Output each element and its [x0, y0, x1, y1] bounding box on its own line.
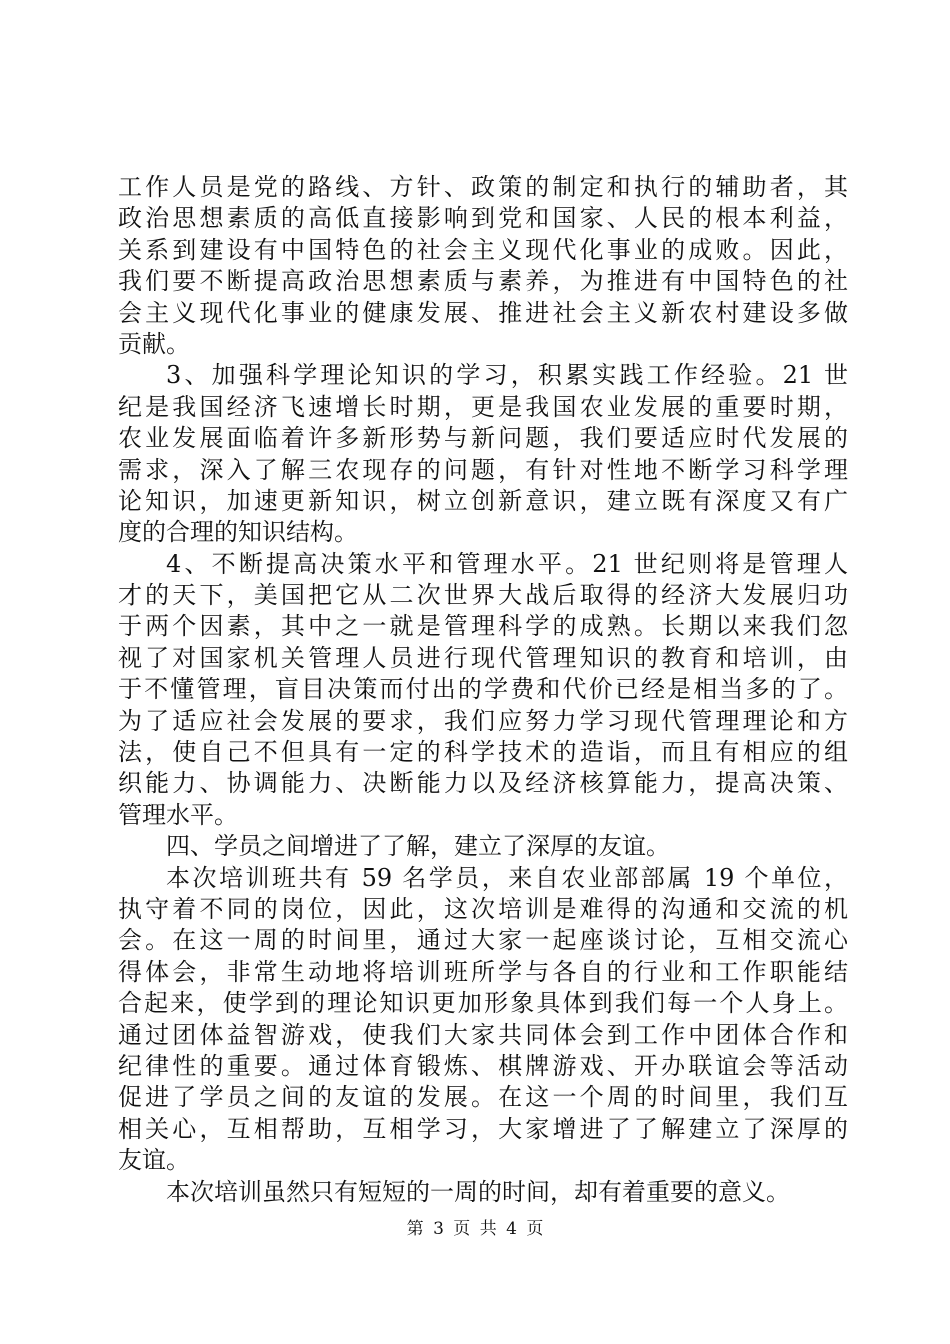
text-line: 关系到建设有中国特色的社会主义现代化事业的成败。因此， — [118, 235, 848, 264]
text-line: 织能力、协调能力、决断能力以及经济核算能力，提高决策、 — [118, 769, 848, 798]
text-line: 会主义现代化事业的健康发展、推进社会主义新农村建设多做 — [118, 298, 848, 327]
paragraph-4-start: 4、不断提高决策水平和管理水平。21 世纪则将是管理人 — [166, 549, 848, 578]
text-line: 相关心，互相帮助，互相学习，大家增进了了解建立了深厚的 — [118, 1114, 848, 1143]
text-line: 于两个因素，其中之一就是管理科学的成熟。长期以来我们忽 — [118, 612, 848, 641]
document-body — [118, 172, 848, 1208]
paragraph-6-start: 本次培训虽然只有短短的一周的时间，却有着重要的意义。 — [166, 1177, 790, 1206]
paragraph-5-start: 本次培训班共有 59 名学员，来自农业部部属 19 个单位， — [166, 863, 848, 892]
text-line: 法，使自己不但具有一定的科学技术的造诣，而且有相应的组 — [118, 738, 848, 767]
text-line: 通过团体益智游戏，使我们大家共同体会到工作中团体合作和 — [118, 1020, 848, 1049]
text-line: 论知识，加速更新知识，树立创新意识，建立既有深度又有广 — [118, 486, 848, 515]
text-line: 为了适应社会发展的要求，我们应努力学习现代管理理论和方 — [118, 706, 848, 735]
text-line: 政治思想素质的高低直接影响到党和国家、人民的根本利益， — [118, 204, 848, 233]
text-line: 合起来，使学到的理论知识更加形象具体到我们每一个人身上。 — [118, 989, 848, 1018]
text-line: 工作人员是党的路线、方针、政策的制定和执行的辅助者，其 — [118, 173, 848, 201]
page-number-footer: 第 3 页 共 4 页 — [406, 1219, 544, 1239]
text-line: 会。在这一周的时间里，通过大家一起座谈讨论，互相交流心 — [118, 926, 848, 955]
text-line: 促进了学员之间的友谊的发展。在这一个周的时间里，我们互 — [118, 1083, 848, 1112]
text-line: 需求，深入了解三农现存的问题，有针对性地不断学习科学理 — [118, 455, 848, 484]
text-line: 纪律性的重要。通过体育锻炼、棋牌游戏、开办联谊会等活动 — [118, 1051, 848, 1080]
text-line: 我们要不断提高政治思想素质与素养，为推进有中国特色的社 — [118, 267, 848, 296]
text-line: 得体会，非常生动地将培训班所学与各自的行业和工作职能结 — [118, 957, 848, 986]
text-line: 才的天下，美国把它从二次世界大战后取得的经济大发展归功 — [118, 581, 848, 610]
text-line: 执守着不同的岗位，因此，这次培训是难得的沟通和交流的机 — [118, 894, 848, 923]
text-line: 贡献。 — [118, 329, 190, 358]
text-line: 于不懂管理，盲目决策而付出的学费和代价已经是相当多的了。 — [118, 675, 848, 704]
text-line: 视了对国家机关管理人员进行现代管理知识的教育和培训，由 — [118, 643, 848, 672]
text-line: 友谊。 — [118, 1146, 190, 1175]
text-line: 管理水平。 — [118, 800, 238, 829]
text-line: 度的合理的知识结构。 — [118, 518, 358, 547]
paragraph-3-start: 3、加强科学理论知识的学习，积累实践工作经验。21 世 — [166, 361, 848, 390]
section-heading-4: 四、学员之间增进了了解，建立了深厚的友谊。 — [166, 832, 670, 861]
text-line: 纪是我国经济飞速增长时期，更是我国农业发展的重要时期， — [118, 392, 848, 421]
text-line: 农业发展面临着许多新形势与新问题，我们要适应时代发展的 — [118, 424, 848, 453]
